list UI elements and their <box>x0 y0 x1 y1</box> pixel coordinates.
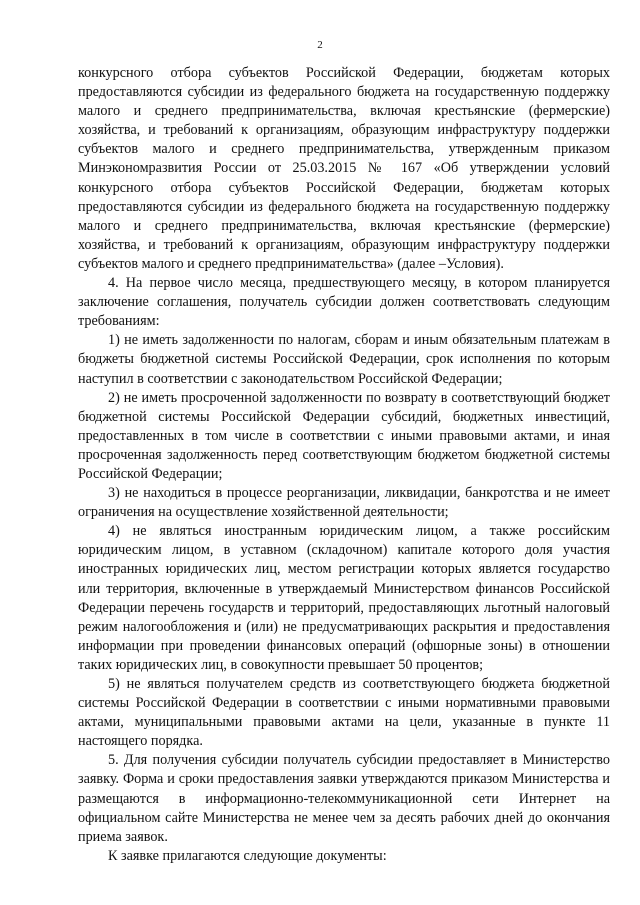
paragraph-item-4: 4. На первое число месяца, предшествующего месяцу, в котором планируется заключение соглашения, получатель субсидии должен соответствовать следующим требованиям: <box>78 275 610 330</box>
paragraph-requirement-2: 2) не иметь просроченной задолженности по возврату в соответствующий бюджет бюджетной системы Российской Федерации субсидий, бюджетных инвестиций, предоставленных в том числе в соответствии с иными правовыми актами, и иная просроченная задолженность перед соответствующим бюджетом бюджетной системы Российской Федерации; <box>78 389 610 482</box>
page-number: 2 <box>317 39 323 51</box>
paragraph-item-5: 5. Для получения субсидии получатель субсидии предоставляет в Министерство заявку. Форма и сроки предоставления заявки утверждаются приказом Министерства и размещаются в информационно-телекоммуникационной сети Интернет на официальном сайте Министерства не менее чем за десять рабочих дней до окончания приема заявок. <box>78 752 610 845</box>
paragraph-requirement-3: 3) не находиться в процессе реорганизации, ликвидации, банкротства и не имеет ограничения на осуществление хозяйственной деятельности; <box>78 485 610 521</box>
paragraph-requirement-5: 5) не являться получателем средств из соответствующего бюджета бюджетной системы Российской Федерации в соответствии с иными нормативными правовыми актами, муниципальными правовыми актами на цели, указанные в пункте 11 настоящего порядка. <box>78 676 610 750</box>
paragraph-requirement-4: 4) не являться иностранным юридическим лицом, а также российским юридическим лицом, в уставном (складочном) капитале которого доля участия иностранных юридических лиц, местом регистрации которых является государство или территория, включенные в утверждаемый Министерством финансов Российской Федерации перечень государств и территорий, предоставляющих льготный налоговый режим налогообложения и (или) не предусматривающих раскрытия и предоставления информации при проведении финансовых операций (офшорные зоны) в отношении таких юридических лиц, в совокупности превышает 50 процентов; <box>78 523 610 673</box>
paragraph-attachments-intro: К заявке прилагаются следующие документы: <box>108 847 387 864</box>
paragraph-requirement-1: 1) не иметь задолженности по налогам, сборам и иным обязательным платежам в бюджеты бюджетной системы Российской Федерации, срок исполнения по которым наступил в соответствии с законодательством Российской Федерации; <box>78 332 610 387</box>
document-body <box>78 64 610 866</box>
paragraph-conditions-continuation: конкурсного отбора субъектов Российской Федерации, бюджетам которых предоставляются субсидии из федерального бюджета на государственную поддержку малого и среднего предпринимательства, включая крестьянские (фермерские) хозяйства, и требований к организациям, образующим инфраструктуру поддержки субъектов малого и среднего предпринимательства, утвержденным приказом Минэкономразвития России от 25.03.2015 № 167 «Об утверждении условий конкурсного отбора субъектов Российской Федерации, бюджетам которых предоставляются субсидии из федерального бюджета на государственную поддержку малого и среднего предпринимательства, включая крестьянские (фермерские) хозяйства, и требований к организациям, образующим инфраструктуру поддержки субъектов малого и среднего предпринимательства» (далее –Условия). <box>78 65 610 272</box>
